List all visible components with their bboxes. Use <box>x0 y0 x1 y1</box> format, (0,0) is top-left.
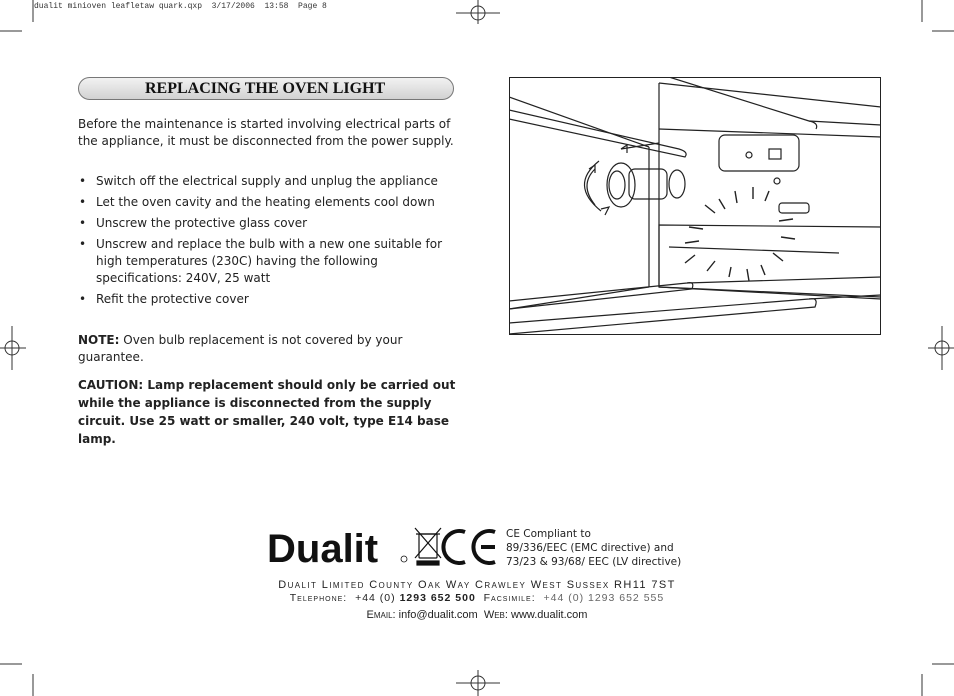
web-link[interactable]: www.dualit.com <box>511 609 588 621</box>
registration-mark-left <box>0 326 26 370</box>
note-text: Oven bulb replacement is not covered by your guarantee. <box>78 333 403 364</box>
ce-line: CE Compliant to <box>506 528 591 540</box>
telephone-label: Telephone: <box>289 592 348 604</box>
dualit-logo: Dualit <box>267 527 379 568</box>
weee-bin-icon <box>415 528 441 565</box>
note-label: NOTE: <box>78 333 120 347</box>
caution-paragraph: CAUTION: Lamp replacement should only be carried out while the appliance is disconnected from the supply circuit. Use 25 watt or smaller, 240 volt, type E14 base lamp. <box>78 378 456 446</box>
list-item: • Unscrew the protective glass cover <box>78 215 456 232</box>
registration-mark-bottom <box>456 670 500 696</box>
intro-paragraph: Before the maintenance is started involving electrical parts of the appliance, it must be disconnected from the power supply. <box>78 117 454 148</box>
telephone-number: 1293 652 500 <box>399 592 476 604</box>
ce-line: 73/23 & 93/68/ EEC (LV directive) <box>506 556 682 568</box>
list-item: • Refit the protective cover <box>78 291 456 308</box>
fax-label: Facsimile: <box>483 592 536 604</box>
company-address: Dualit Limited County Oak Way Crawley West Sussex RH11 7ST <box>278 579 676 591</box>
list-item: • Switch off the electrical supply and unplug the appliance <box>78 173 456 190</box>
registration-mark-top <box>456 0 500 24</box>
web-label: Web: <box>483 609 508 621</box>
registration-mark-right <box>928 326 954 370</box>
list-item: • Unscrew and replace the bulb with a new one suitable for high temperatures (230C) having the following specifications: 240V, 25 watt <box>78 236 456 287</box>
list-item: • Let the oven cavity and the heating elements cool down <box>78 194 456 211</box>
email-label: Email: <box>366 609 396 621</box>
fax-number: +44 (0) 1293 652 555 <box>543 592 665 604</box>
print-slug-line: dualit minioven leafletaw quark.qxp 3/17/2006 13:58 Page 8 <box>34 2 327 11</box>
contact-phone-fax <box>0 592 954 604</box>
ce-mark-icon <box>443 531 495 563</box>
note-paragraph <box>78 332 456 366</box>
ce-compliance-text <box>506 527 681 569</box>
section-heading-bar <box>78 77 454 100</box>
instruction-list <box>78 173 456 312</box>
ce-line: 89/336/EEC (EMC directive) and <box>506 542 674 554</box>
email-link[interactable]: info@dualit.com <box>398 609 478 621</box>
oven-light-illustration <box>509 77 881 335</box>
telephone-prefix: +44 (0) <box>355 592 400 604</box>
contact-email-web <box>0 609 954 621</box>
section-heading: REPLACING THE OVEN LIGHT <box>145 80 386 97</box>
footer-marks <box>267 526 499 568</box>
